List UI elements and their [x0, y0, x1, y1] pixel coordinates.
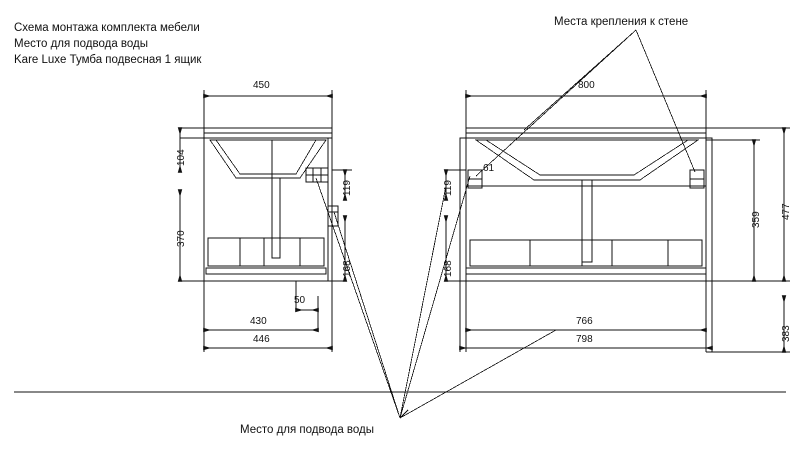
dim-label-61: 61 — [483, 163, 495, 174]
dim-label-359: 359 — [751, 211, 762, 228]
title-line-2: Место для подвода воды — [14, 38, 149, 50]
dim-label-168-left: 168 — [342, 260, 353, 277]
right-view-countertop — [466, 128, 706, 138]
dim-label-50: 50 — [294, 295, 306, 306]
left-view-cabinet-body — [204, 138, 338, 281]
dim-label-450: 450 — [253, 80, 270, 91]
dim-label-800: 800 — [578, 80, 595, 91]
dim-label-119-left: 119 — [342, 180, 353, 196]
annotation-water-supply: Место для подвода воды — [240, 424, 375, 436]
dim-label-104: 104 — [176, 149, 187, 166]
left-view-countertop — [204, 128, 332, 138]
title-line-3: Kare Luxe Тумба подвесная 1 ящик — [14, 54, 202, 66]
leader-water-supply — [316, 176, 556, 418]
dim-label-446: 446 — [253, 334, 270, 345]
title-block — [14, 20, 201, 68]
leader-wall-mounts — [476, 30, 695, 176]
dim-label-430: 430 — [250, 316, 267, 327]
dim-label-370: 370 — [176, 230, 187, 247]
dim-label-766: 766 — [576, 316, 593, 327]
dim-label-119-right: 119 — [443, 180, 454, 196]
dim-800 — [466, 90, 706, 128]
right-view-cabinet-body — [460, 138, 712, 281]
annotation-wall-mount: Места крепления к стене — [554, 16, 689, 28]
dim-450 — [204, 90, 332, 128]
dim-label-168-right: 168 — [443, 260, 454, 277]
title-line-1: Схема монтажа комплекта мебели — [14, 22, 200, 34]
dim-label-798: 798 — [576, 334, 593, 345]
dim-label-477: 477 — [781, 203, 792, 220]
dim-label-383: 383 — [781, 325, 792, 342]
